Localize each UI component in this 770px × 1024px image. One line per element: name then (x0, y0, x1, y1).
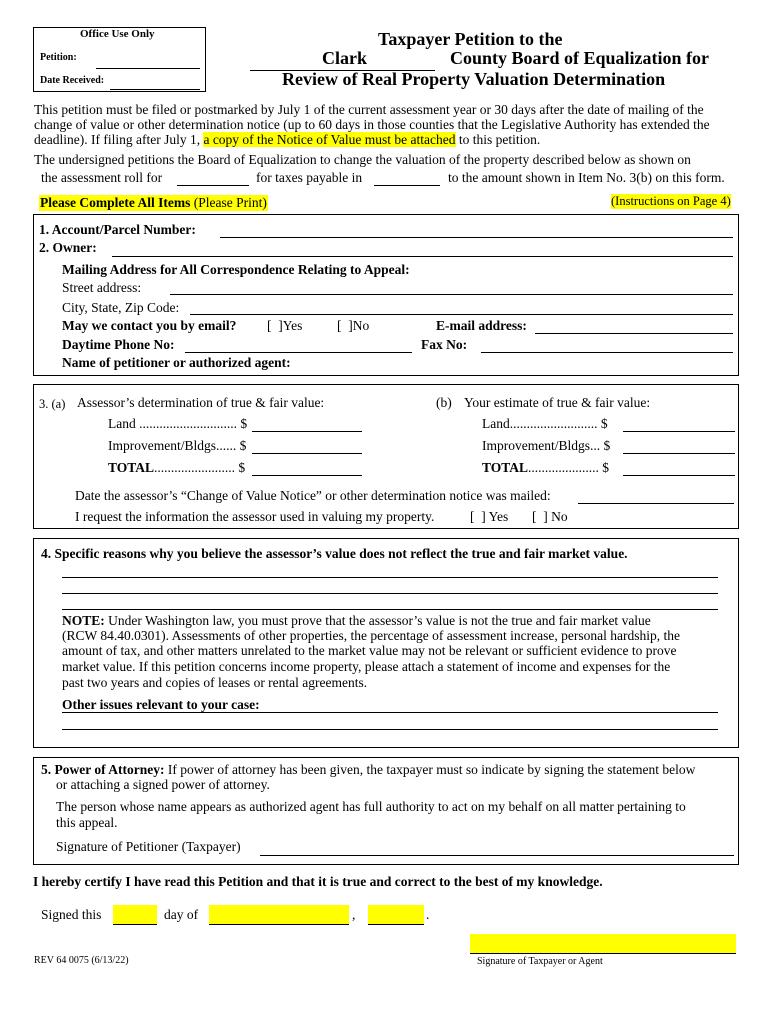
note-line5: past two years and copies of leases or rental agreements. (62, 675, 368, 690)
office-use-title: Office Use Only (80, 28, 155, 40)
city-label: City, State, Zip Code: (62, 300, 180, 315)
note-line1 (62, 613, 651, 629)
agent-authority-line1: The person whose name appears as authorized agent has full authority to act on my behalf on all matter pertaining to (56, 799, 686, 814)
signed-comma: , (352, 907, 356, 922)
phone-field[interactable] (185, 352, 412, 353)
section-3a-label: 3. (a) (39, 397, 66, 411)
estimate-land-label: Land.......................... $ (482, 416, 608, 431)
intro-line3-b: to this petition. (458, 132, 541, 147)
signed-year-field[interactable] (368, 905, 424, 925)
signed-day-field[interactable] (113, 905, 157, 925)
assessor-improvement-field[interactable] (252, 453, 362, 454)
signed-period: . (426, 907, 430, 922)
owner-label: 2. Owner: (39, 240, 97, 255)
assessor-land-label: Land ............................. $ (108, 416, 248, 431)
estimate-total-label (482, 460, 609, 476)
reasons-line-1[interactable] (62, 577, 718, 578)
note-line3: amount of tax, and other matters unrelated to the market value may not be relevant or sufficient evidence to prove (62, 643, 677, 658)
note-text-1: Under Washington law, you must prove that the assessor’s value is not the true and fair market value (108, 613, 651, 628)
signature-caption: Signature of Taxpayer or Agent (477, 956, 603, 967)
other-issues-line-2[interactable] (62, 729, 718, 730)
assessor-value-title: Assessor’s determination of true & fair value: (77, 395, 325, 410)
reasons-title: 4. Specific reasons why you believe the assessor’s value does not reflect the true and fair market value. (41, 546, 628, 561)
fax-field[interactable] (481, 352, 733, 353)
email-field[interactable] (535, 333, 733, 334)
assessment-roll-label: the assessment roll for (41, 170, 163, 185)
street-label: Street address: (62, 280, 142, 295)
reasons-line-2[interactable] (62, 593, 718, 594)
other-issues-line-1[interactable] (62, 712, 718, 713)
estimate-land-field[interactable] (623, 431, 735, 432)
title-line1: Taxpayer Petition to the (378, 29, 563, 49)
petitioner-name-label: Name of petitioner or authorized agent: (62, 355, 291, 370)
other-issues-label: Other issues relevant to your case: (62, 697, 260, 712)
reasons-line-3[interactable] (62, 609, 718, 610)
street-field[interactable] (170, 294, 733, 295)
mailing-label: Mailing Address for All Correspondence Relating to Appeal: (62, 262, 410, 277)
account-field[interactable] (220, 237, 733, 238)
request-no-checkbox[interactable]: [ ] No (532, 509, 568, 524)
estimate-improvement-label: Improvement/Bldgs... $ (482, 438, 611, 453)
please-print: (Please Print) (193, 195, 267, 210)
estimate-total-dots: ..................... $ (528, 460, 610, 475)
assessor-total-field[interactable] (252, 475, 362, 476)
certification-statement: I hereby certify I have read this Petition and that it is true and correct to the best of my knowledge. (33, 874, 603, 889)
petition-statement: The undersigned petitions the Board of Equalization to change the valuation of the property described below as shown on (34, 152, 691, 167)
instructions-note: (Instructions on Page 4) (611, 194, 731, 208)
form-number: REV 64 0075 (6/13/22) (34, 955, 129, 966)
request-info-label: I request the information the assessor used in valuing my property. (75, 509, 435, 524)
assessment-year-field[interactable] (177, 185, 249, 186)
tax-year-field[interactable] (374, 185, 440, 186)
date-mailed-field[interactable] (578, 503, 734, 504)
poa-line1 (41, 762, 695, 778)
estimate-improvement-field[interactable] (623, 453, 735, 454)
city-field[interactable] (190, 314, 733, 315)
poa-title: 5. Power of Attorney: (41, 762, 165, 777)
taxpayer-signature-field[interactable] (470, 934, 736, 954)
title-line2: County Board of Equalization for (450, 48, 710, 68)
poa-line2: or attaching a signed power of attorney. (56, 777, 270, 792)
intro-line1: This petition must be filed or postmarked by July 1 of the current assessment year or 30 days after the date of mailing of the (34, 102, 704, 117)
assessor-total-label (108, 460, 245, 476)
estimate-total-word: TOTAL (482, 460, 529, 475)
intro-line3 (34, 132, 540, 148)
please-complete-bold: Please Complete All Items (40, 195, 191, 210)
assessor-improvement-label: Improvement/Bldgs...... $ (108, 438, 247, 453)
assessor-land-field[interactable] (252, 431, 362, 432)
estimate-value-title: Your estimate of true & fair value: (464, 395, 651, 410)
signed-month-field[interactable] (209, 905, 349, 925)
fax-label: Fax No: (421, 337, 468, 352)
notice-of-value-highlight: a copy of the Notice of Value must be attached (203, 132, 456, 147)
email-contact-question: May we contact you by email? (62, 318, 237, 333)
petitioner-signature-label: Signature of Petitioner (Taxpayer) (56, 839, 241, 854)
poa-text-1: If power of attorney has been given, the taxpayer must so indicate by signing the statement below (167, 762, 696, 777)
county-name: Clark (322, 48, 367, 68)
petitioner-signature-field[interactable] (260, 855, 734, 856)
signed-this-label: Signed this (41, 907, 102, 922)
date-received-label: Date Received: (40, 75, 105, 86)
agent-authority-line2: this appeal. (56, 815, 118, 830)
intro-line3-a: deadline). If filing after July 1, (34, 132, 201, 147)
phone-label: Daytime Phone No: (62, 337, 175, 352)
date-received-field[interactable] (110, 89, 200, 90)
assessor-total-dots: ........................ $ (154, 460, 246, 475)
owner-field[interactable] (112, 256, 733, 257)
intro-line2: change of value or other determination notice (up to 60 days in those counties that the Legislative Authority has extended the (34, 117, 710, 132)
note-line4: market value. If this petition concerns income property, please attach a statement of income and expenses for the (62, 659, 671, 674)
please-complete-banner (39, 195, 268, 211)
email-no-checkbox[interactable]: [ ]No (337, 318, 370, 333)
note-label: NOTE: (62, 613, 105, 628)
day-of-label: day of (164, 907, 199, 922)
account-label: 1. Account/Parcel Number: (39, 222, 196, 237)
request-yes-checkbox[interactable]: [ ] Yes (470, 509, 509, 524)
date-mailed-label: Date the assessor’s “Change of Value Notice” or other determination notice was mailed: (75, 488, 551, 503)
section-3b-label: (b) (436, 395, 452, 410)
petition-label: Petition: (40, 52, 77, 63)
petition-field[interactable] (96, 68, 200, 69)
assessor-total-word: TOTAL (108, 460, 155, 475)
email-yes-checkbox[interactable]: [ ]Yes (267, 318, 303, 333)
note-line2: (RCW 84.40.0301). Assessments of other properties, the percentage of assessment increase, personal hardship, the (62, 628, 680, 643)
amount-item-label: to the amount shown in Item No. 3(b) on this form. (448, 170, 725, 185)
taxes-payable-label: for taxes payable in (256, 170, 363, 185)
estimate-total-field[interactable] (623, 475, 735, 476)
title-line3: Review of Real Property Valuation Determination (282, 69, 666, 89)
email-label: E-mail address: (436, 318, 527, 333)
